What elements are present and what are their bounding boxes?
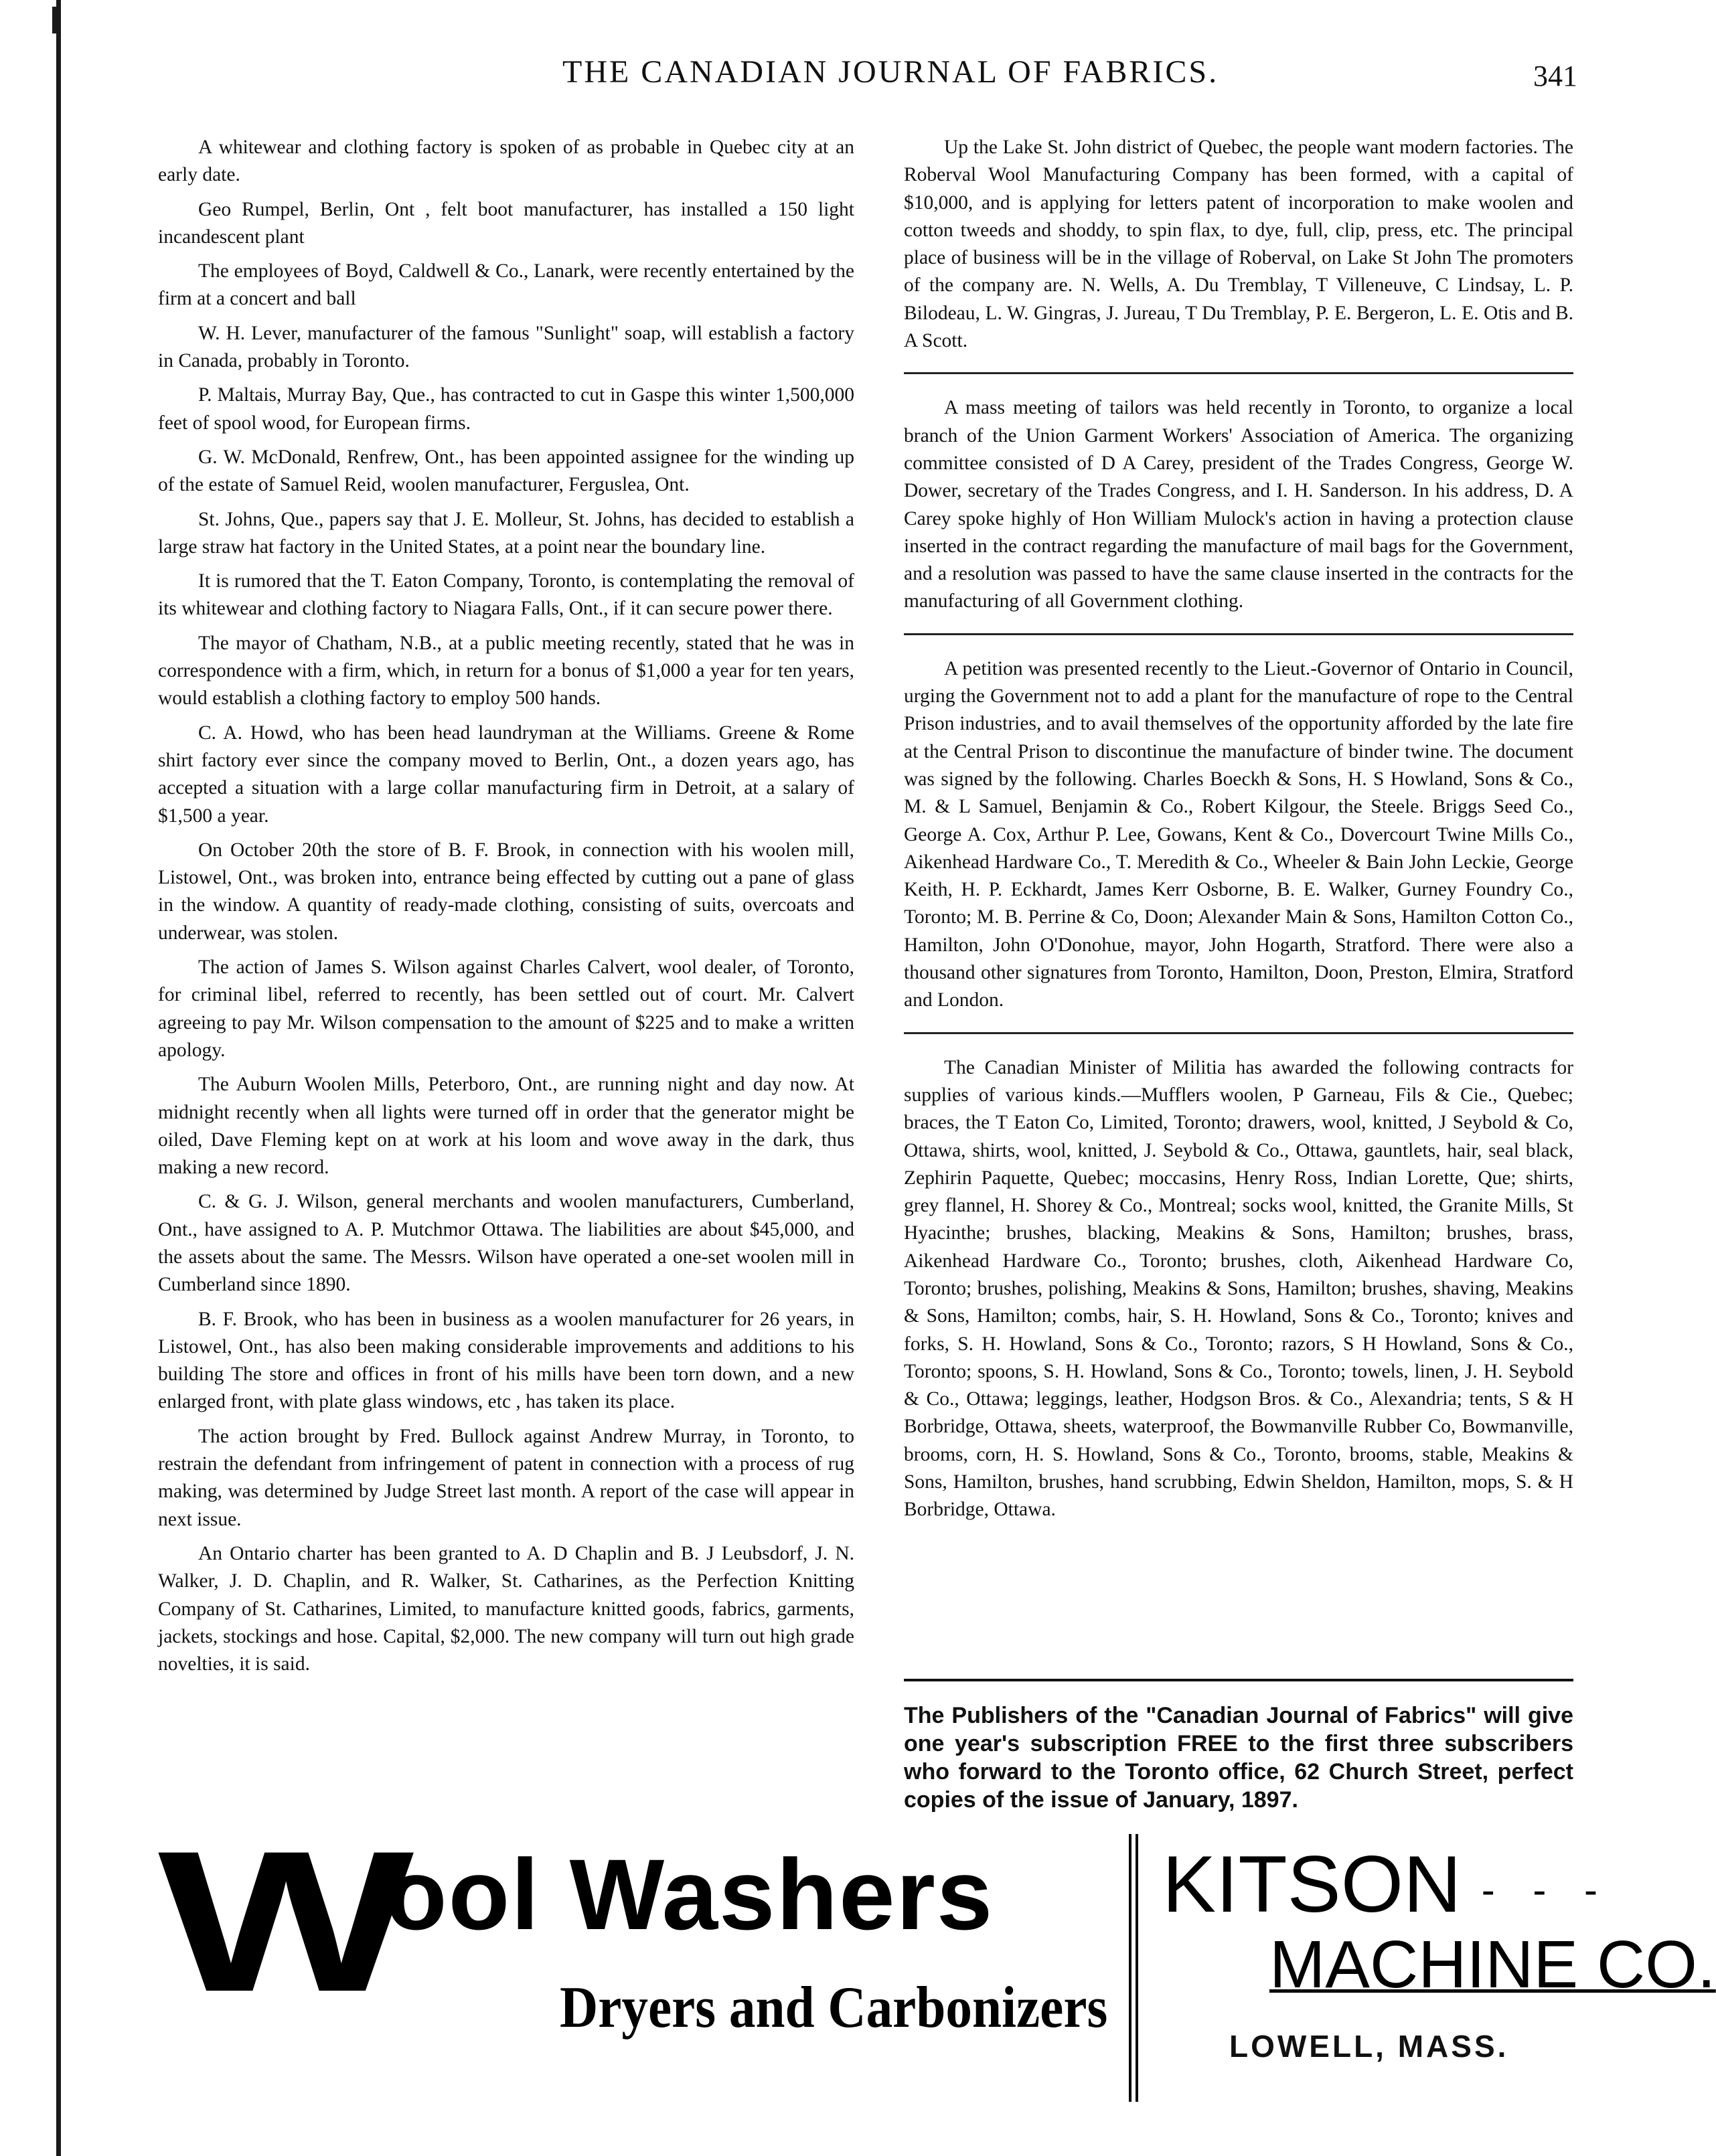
page-edge-mark (52, 7, 60, 33)
publishers-notice: The Publishers of the "Canadian Journal of Fabrics" will give one year's subscription FREE to the first three subscribers who forward to the Toronto office, 62 Church Street, perfect copies of the issue of January, 1897. (904, 1679, 1573, 1814)
news-item: A mass meeting of tailors was held recently in Toronto, to organize a local branch of the Union Garment Workers' Association of America. The organizing committee consisted of D A Carey, president of the Trades Congress, George W. Dower, secretary of the Trades Congress, and I. H. Sanderson. In his address, D. A Carey spoke highly of Hon William Mulock's action in having a protection clause inserted in the contract regarding the manufacture of mail bags for the Government, and a resolution was passed to have the same clause inserted in the contracts for the manufacturing of all Government clothing. (904, 397, 1573, 612)
right-column (904, 134, 1573, 1542)
ad-location: LOWELL, MASS. (1229, 2029, 1509, 2064)
news-item: Geo Rumpel, Berlin, Ont , felt boot manufacturer, has installed a 150 light incandescent plant (158, 198, 854, 248)
news-item: An Ontario charter has been granted to A. D Chaplin and B. J Leubsdorf, J. N. Walker, J. D. Chaplin, and R. Walker, St. Catharines, as the Perfection Knitting Company of St. Catharines, Limited, to manufacture knitted goods, fabrics, garments, jackets, stockings and hose. Capital, $2,000. The new company will turn out high grade novelties, it is said. (158, 1542, 854, 1675)
ad-company-line1: KITSON (1162, 1839, 1462, 1929)
ad-company-dashes: - - - (1481, 1868, 1611, 1913)
news-item: St. Johns, Que., papers say that J. E. Molleur, St. Johns, has decided to establish a large straw hat factory in the United States, at a point near the boundary line. (158, 508, 854, 558)
news-item: It is rumored that the T. Eaton Company, Toronto, is contemplating the removal of its whitewear and clothing factory to Niagara Falls, Ont., if it can secure power there. (158, 570, 854, 620)
news-item: The action of James S. Wilson against Charles Calvert, wool dealer, of Toronto, for criminal libel, referred to recently, has been settled out of court. Mr. Calvert agreeing to pay Mr. Wilson compensation to the amount of $225 and to make a written apology. (158, 957, 854, 1061)
advertisement (158, 1809, 1716, 2108)
page-header (134, 54, 1593, 100)
news-item: C. A. Howd, who has been head laundryman at the Williams. Greene & Rome shirt factory ever since the company moved to Berlin, Ont., a dozen years ago, has accepted a situation with a large collar manufacturing firm in Detroit, at a salary of $1,500 a year. (158, 722, 854, 827)
section-divider (904, 633, 1573, 635)
ad-company-line2: MACHINE CO. (1269, 1927, 1716, 2002)
news-item: A petition was presented recently to the Lieut.-Governor of Ontario in Council, urging the Government not to add a plant for the manufacture of rope to the Central Prison industries, and to avail themselves of the opportunity afforded by the late fire at the Central Prison to discontinue the manufacture of binder twine. The document was signed by the following. Charles Boeckh & Sons, H. S Howland, Sons & Co., M. & L Samuel, Benjamin & Co., Robert Kilgour, the Steele. Briggs Seed Co., George A. Cox, Arthur P. Lee, Gowans, Kent & Co., Dovercourt Twine Mills Co., Aikenhead Hardware Co., T. Meredith & Co., Wheeler & Bain John Leckie, George Keith, H. P. Eckhardt, James Kerr Osborne, B. E. Walker, Gurney Foundry Co., Toronto; M. B. Perrine & Co, Doon; Alexander Main & Sons, Hamilton Cotton Co., Hamilton, John O'Donohue, mayor, John Hogarth, Stratford. There were also a thousand other signatures from Toronto, Hamilton, Doon, Preston, Elmira, Stratford and London. (904, 657, 1573, 1011)
news-item: The employees of Boyd, Caldwell & Co., Lanark, were recently entertained by the firm at a concert and ball (158, 260, 854, 310)
news-item: Up the Lake St. John district of Quebec, the people want modern factories. The Roberval Wool Manufacturing Company has been formed, with a capital of $10,000, and is applying for letters patent of incorporation to make woolen and cotton tweeds and shoddy, to spin flax, to dye, full, clip, press, etc. The principal place of business will be in the village of Roberval, on Lake St John The promoters of the company are. N. Wells, A. Du Tremblay, T Villeneuve, C Lindsay, L. P. Bilodeau, L. W. Gingras, J. Jureau, T Du Tremblay, P. E. Bergeron, L. E. Otis and B. A Scott. (904, 137, 1573, 352)
news-item: C. & G. J. Wilson, general merchants and woolen manufacturers, Cumberland, Ont., have assigned to A. P. Mutchmor Ottawa. The liabilities are about $45,000, and the assets about the same. The Messrs. Wilson have operated a one-set woolen mill in Cumberland since 1890. (158, 1191, 854, 1296)
article-roberval (904, 134, 1573, 355)
news-item: The action brought by Fred. Bullock against Andrew Murray, in Toronto, to restrain the defendant from infringement of patent in connection with a process of rug making, was determined by Judge Street last month. A report of the case will appear in next issue. (158, 1425, 854, 1530)
news-item: W. H. Lever, manufacturer of the famous "Sunlight" soap, will establish a factory in Canada, probably in Toronto. (158, 322, 854, 372)
page-edge-rule (56, 0, 61, 2156)
ad-initial-letter: W (158, 1809, 414, 2034)
news-item: On October 20th the store of B. F. Brook, in connection with his woolen mill, Listowel, Ont., was broken into, entrance being effected by cutting out a pane of glass in the window. A quantity of ready-made clothing, consisting of suits, overcoats and underwear, was stolen. (158, 839, 854, 944)
article-militia-contracts (904, 1054, 1573, 1524)
ad-company-name (1162, 1841, 1611, 1934)
ad-subline: Dryers and Carbonizers (560, 1975, 1108, 2040)
news-item: The mayor of Chatham, N.B., at a public meeting recently, stated that he was in correspondence with a firm, which, in return for a bonus of $1,000 a year for ten years, would establish a clothing factory to employ 500 hands. (158, 632, 854, 710)
news-item: G. W. McDonald, Renfrew, Ont., has been appointed assignee for the winding up of the estate of Samuel Reid, woolen manufacturer, Ferguslea, Ont. (158, 446, 854, 496)
section-divider (904, 372, 1573, 374)
news-item: B. F. Brook, who has been in business as a woolen manufacturer for 26 years, in Listowel, Ont., has also been making considerable improvements and additions to his building The store and offices in front of his mills have been torn down, and a new enlarged front, with plate glass windows, etc , has taken its place. (158, 1308, 854, 1413)
article-petition (904, 655, 1573, 1015)
section-divider (904, 1032, 1573, 1034)
journal-title: THE CANADIAN JOURNAL OF FABRICS. (562, 54, 1219, 90)
news-item: P. Maltais, Murray Bay, Que., has contracted to cut in Gaspe this winter 1,500,000 feet of spool wood, for European firms. (158, 384, 854, 434)
news-item: The Canadian Minister of Militia has awarded the following contracts for supplies of various kinds.—Mufflers woolen, P Garneau, Fils & Cie., Quebec; braces, the T Eaton Co, Limited, Toronto; drawers, wool, knitted, J Seybold & Co, Ottawa, shirts, wool, knitted, J. Seybold & Co., Ottawa, gauntlets, hair, seal black, Zephirin Paquette, Quebec; moccasins, Henry Ross, Indian Lorette, Que; shirts, grey flannel, H. Shorey & Co., Montreal; socks wool, knitted, the Granite Mills, St Hyacinthe; brushes, blacking, Meakins & Sons, Hamilton; brushes, brass, Aikenhead Hardware Co., Toronto; brushes, cloth, Aikenhead Hardware Co, Toronto; brushes, polishing, Meakins & Sons, Hamilton; brushes, shaving, Meakins & Sons, Hamilton; combs, hair, S. H. Howland, Sons & Co., Toronto; knives and forks, S. H. Howland, Sons & Co., Toronto; razors, S H Howland, Sons & Co., Toronto; spoons, S. H. Howland, Sons & Co., Toronto; towels, linen, J. H. Seybold & Co., Ottawa; leggings, leather, Hodgson Bros. & Co., Alexandria; tents, S & H Borbridge, Ottawa, sheets, waterproof, the Bowmanville Rubber Co, Bowmanville, brooms, corn, H. S. Howland, Sons & Co., Toronto, brooms, stable, Meakins & Sons, Hamilton, brushes, hand scrubbing, Edwin Sheldon, Hamilton, mops, S. & H Borbridge, Ottawa. (904, 1056, 1573, 1521)
news-item: A whitewear and clothing factory is spoken of as probable in Quebec city at an early date. (158, 137, 854, 186)
news-item: The Auburn Woolen Mills, Peterboro, Ont., are running night and day now. At midnight recently when all lights were turned off in order that the generator might be oiled, Dave Fleming kept on at work at his loom and wove away in the dark, thus making a new record. (158, 1074, 854, 1179)
ad-headline: ool Washers (386, 1838, 994, 1951)
ad-column-divider (1129, 1834, 1138, 2102)
page-number: 341 (1533, 60, 1577, 92)
article-tailors-meeting (904, 394, 1573, 615)
left-column (158, 134, 854, 1685)
